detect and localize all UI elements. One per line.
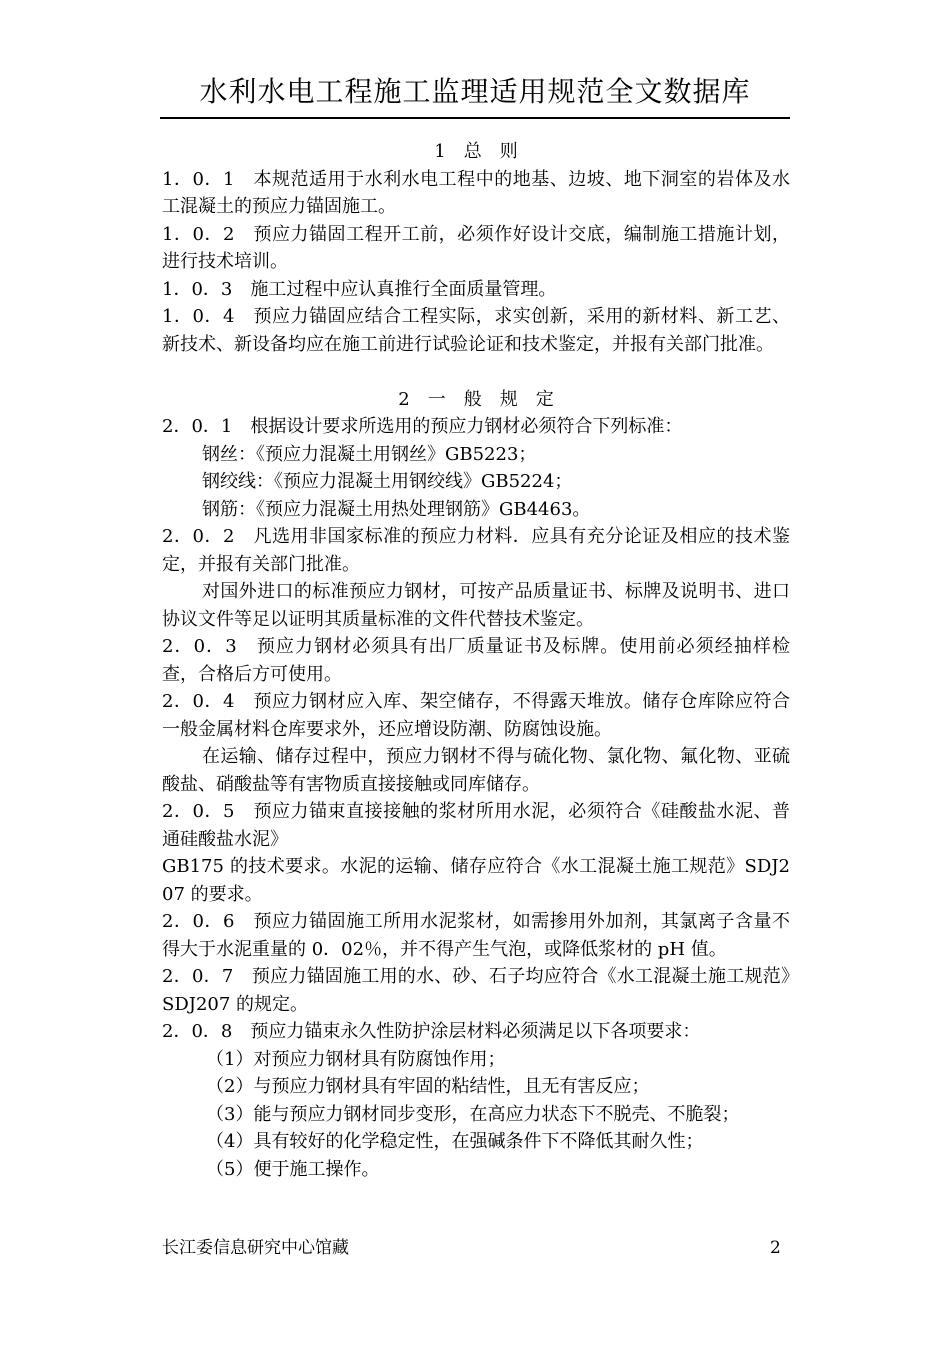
clause-paragraph: 1．0．3 施工过程中应认真推行全面质量管理。 xyxy=(162,278,557,300)
standard-list-item: 钢筋：《预应力混凝土用热处理钢筋》GB4463。 xyxy=(202,498,591,520)
body-paragraph: 对国外进口的标准预应力钢材，可按产品质量证书、标牌及说明书、进口协议文件等足以证明其质量标准的文件代替技术鉴定。 xyxy=(162,581,790,630)
section-title: 2 一 般 规 定 xyxy=(398,388,554,410)
clause-paragraph: 2．0．5 预应力锚束直接接触的浆材所用水泥，必须符合《硅酸盐水泥、普通硅酸盐水泥》 xyxy=(162,801,790,850)
clause-paragraph: 2．0．4 预应力钢材应入库、架空储存，不得露天堆放。储存仓库除应符合一般金属材料仓库要求外，还应增设防潮、防腐蚀设施。 xyxy=(162,691,790,740)
footer-source: 长江委信息研究中心馆藏 xyxy=(162,1238,349,1258)
requirement-list-item: （5）便于施工操作。 xyxy=(206,1158,380,1180)
clause-paragraph: 1．0．1 本规范适用于水利水电工程中的地基、边坡、地下洞室的岩体及水工混凝土的预应力锚固施工。 xyxy=(162,168,790,217)
clause-paragraph: 1．0．2 预应力锚固工程开工前，必须作好设计交底，编制施工措施计划，进行技术培训。 xyxy=(162,223,790,272)
body-paragraph: 在运输、储存过程中，预应力钢材不得与硫化物、氯化物、氟化物、亚硫酸盐、硝酸盐等有害物质直接接触或同库储存。 xyxy=(162,746,790,795)
document-body xyxy=(162,138,790,1183)
clause-paragraph: 2．0．7 预应力锚固施工用的水、砂、石子均应符合《水工混凝土施工规范》SDJ207 的规定。 xyxy=(162,966,790,1015)
body-paragraph: GB175 的技术要求。水泥的运输、储存应符合《水工混凝土施工规范》SDJ207 的要求。 xyxy=(162,856,790,905)
standard-list-item: 钢绞线：《预应力混凝土用钢绞线》GB5224； xyxy=(202,471,573,492)
requirement-list-item: （1）对预应力钢材具有防腐蚀作用； xyxy=(206,1048,506,1070)
section-spacer xyxy=(162,358,790,386)
header-divider xyxy=(160,117,790,119)
page-header-title: 水利水电工程施工监理适用规范全文数据库 xyxy=(199,75,751,108)
clause-paragraph: 2．0．8 预应力锚束永久性防护涂层材料必须满足以下各项要求： xyxy=(162,1021,701,1042)
clause-paragraph: 2．0．1 根据设计要求所选用的预应力钢材必须符合下列标准： xyxy=(162,416,683,437)
standard-list-item: 钢丝：《预应力混凝土用钢丝》GB5223； xyxy=(202,443,537,465)
clause-paragraph: 2．0．3 预应力钢材必须具有出厂质量证书及标牌。使用前必须经抽样检查，合格后方可使用。 xyxy=(162,636,790,685)
clause-paragraph: 2．0．2 凡选用非国家标准的预应力材料．应具有充分论证及相应的技术鉴定，并报有关部门批准。 xyxy=(162,526,790,575)
requirement-list-item: （4）具有较好的化学稳定性，在强碱条件下不降低其耐久性； xyxy=(206,1131,704,1152)
section-title: 1 总 则 xyxy=(434,141,518,162)
clause-paragraph: 2．0．6 预应力锚固施工所用水泥浆材，如需掺用外加剂，其氯离子含量不得大于水泥重量的 0．02％，并不得产生气泡，或降低浆材的 pH 值。 xyxy=(162,911,790,960)
requirement-list-item: （3）能与预应力钢材同步变形，在高应力状态下不脱壳、不脆裂； xyxy=(206,1103,740,1125)
clause-paragraph: 1．0．4 预应力锚固应结合工程实际，求实创新，采用的新材料、新工艺、新技术、新设备均应在施工前进行试验论证和技术鉴定，并报有关部门批准。 xyxy=(162,306,790,355)
requirement-list-item: （2）与预应力钢材具有牢固的粘结性，且无有害反应； xyxy=(206,1076,650,1097)
page-number: 2 xyxy=(770,1238,781,1258)
